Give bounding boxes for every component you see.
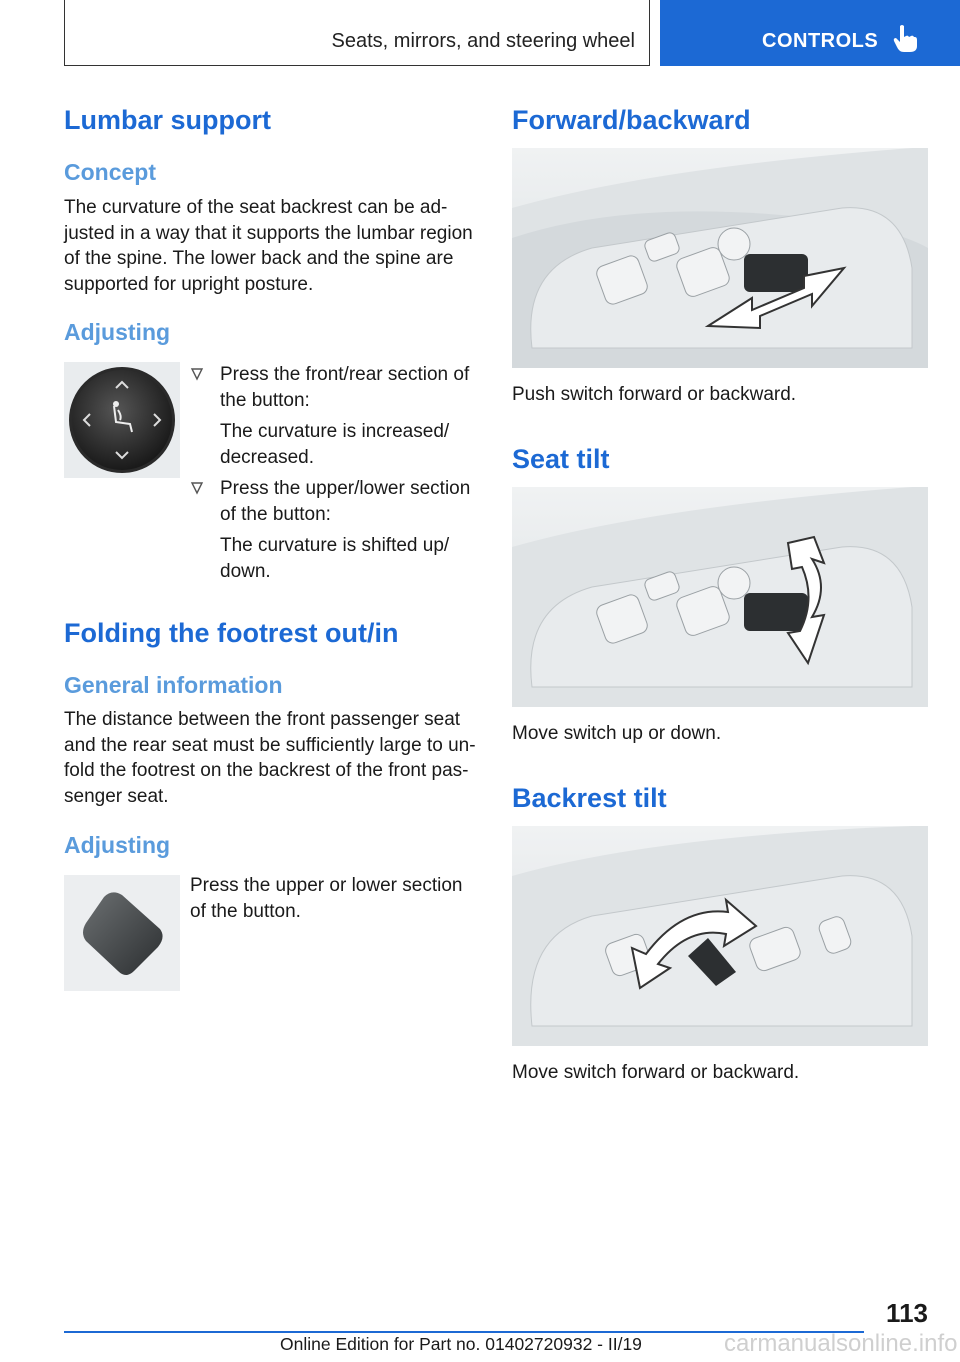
page-number: 113: [886, 1298, 928, 1328]
lumbar-control-icon: [64, 362, 180, 478]
forward-backward-image: [512, 148, 928, 368]
footrest-adjusting-heading: Adjusting: [64, 832, 171, 858]
footrest-button-image: [64, 875, 180, 991]
bullet-result: The curvature is shifted up/ down.: [220, 535, 450, 582]
bullet-item: [190, 362, 480, 470]
footer-watermark: carmanualsonline.info: [724, 1330, 958, 1357]
lumbar-support-heading: Lumbar support: [64, 105, 271, 135]
pointing-hand-icon: [892, 24, 918, 54]
section-title-box: [64, 0, 650, 66]
backrest-tilt-heading: Backrest tilt: [512, 783, 667, 813]
page-header: [0, 0, 960, 66]
backrest-tilt-image: [512, 826, 928, 1046]
seat-tilt-caption: Move switch up or down.: [512, 723, 722, 744]
backrest-tilt-caption: Move switch forward or backward.: [512, 1062, 800, 1083]
footrest-adjusting-text: Press the upper or lower section of the button.: [190, 875, 463, 922]
bullet-item: [190, 476, 480, 584]
bullet-result: The curvature is increased/ decreased.: [220, 421, 450, 468]
bullet-line: Press the upper/lower section of the button:: [220, 478, 471, 525]
seat-switch-forward-icon: [512, 148, 928, 368]
concept-heading: Concept: [64, 159, 156, 185]
lumbar-adjusting-heading: Adjusting: [64, 319, 171, 345]
lumbar-button-image: [64, 362, 180, 478]
seat-tilt-image: [512, 487, 928, 707]
triangle-bullet-icon: [190, 481, 204, 495]
bullet-line: Press the front/rear section of the button:: [220, 364, 470, 411]
chapter-tab[interactable]: [660, 0, 960, 66]
seat-switch-tilt-icon: [512, 487, 928, 707]
chapter-label: CONTROLS: [762, 30, 879, 52]
general-information-heading: General information: [64, 672, 283, 698]
concept-text: The curvature of the seat backrest can be ad- justed in a way that it supports the lumbar region of the spine. The lower back and the spine are supported for upright posture.: [64, 197, 473, 295]
footer-edition: Online Edition for Part no. 01402720932 - II/19: [280, 1334, 642, 1354]
general-information-text: The distance between the front passenger seat and the rear seat must be sufficiently large to un- fold the footrest on the backrest of the front pas- senger seat.: [64, 709, 476, 807]
section-title: Seats, mirrors, and steering wheel: [331, 30, 635, 52]
seat-switch-backrest-icon: [512, 826, 928, 1046]
forward-backward-caption: Push switch forward or backward.: [512, 384, 797, 405]
seat-tilt-heading: Seat tilt: [512, 444, 610, 474]
lumbar-bullets: [190, 362, 480, 584]
triangle-bullet-icon: [190, 367, 204, 381]
footrest-button-icon: [64, 875, 180, 991]
footrest-heading: Folding the footrest out/in: [64, 618, 399, 648]
forward-backward-heading: Forward/backward: [512, 105, 751, 135]
